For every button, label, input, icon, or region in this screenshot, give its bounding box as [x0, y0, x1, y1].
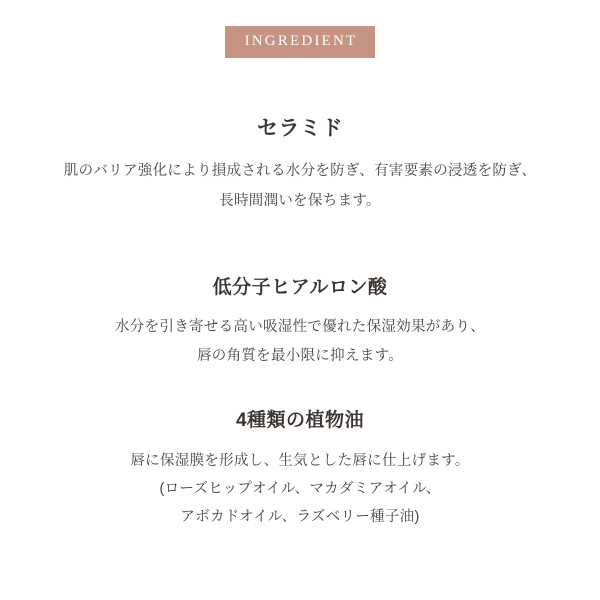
section-body-line: 唇に保湿膜を形成し、生気とした唇に仕上げます。 — [130, 452, 470, 469]
section-heading: 低分子ヒアルロン酸 — [212, 276, 388, 298]
section-heading: 4種類の植物油 — [235, 409, 365, 431]
ingredient-badge: INGREDIENT — [225, 26, 376, 58]
section-heading: セラミド — [257, 117, 343, 140]
section-body-line: 肌のバリア強化により損成される水分を防ぎ、有害要素の浸透を防ぎ、 — [63, 163, 537, 180]
ingredient-section-hyaluronic-acid — [0, 275, 600, 370]
section-body-line: 水分を引き寄せる高い吸湿性で優れた保湿効果があり、 — [115, 319, 485, 336]
ingredient-section-ceramide — [0, 114, 600, 217]
section-body-line: (ローズヒップオイル、マカダミアオイル、 — [159, 480, 441, 497]
ingredient-section-plant-oils — [0, 408, 600, 531]
section-body-line: アボカドオイル、ラズベリー種子油) — [180, 509, 420, 526]
section-body-line: 長時間潤いを保ちます。 — [219, 193, 381, 210]
section-body-line: 唇の角質を最小限に抑えます。 — [196, 347, 404, 364]
